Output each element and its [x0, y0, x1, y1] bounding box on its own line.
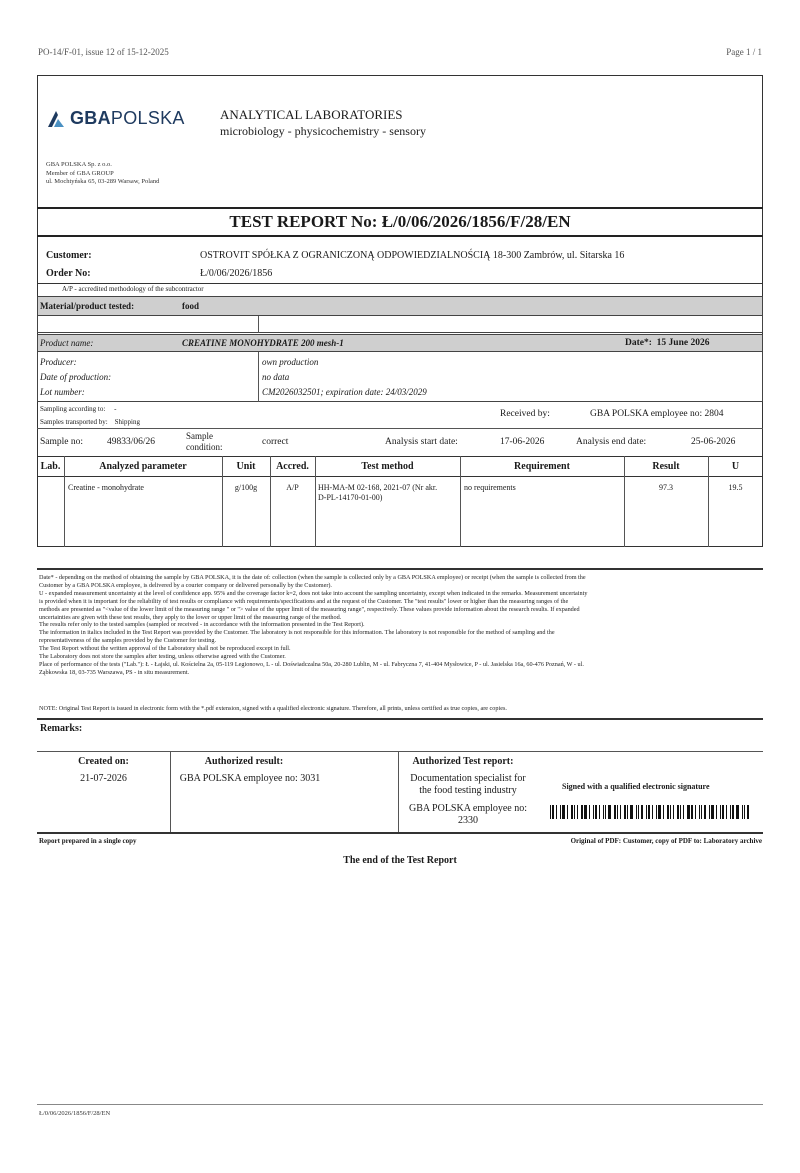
- barcode-bar: [673, 805, 674, 819]
- analysis-start-value: 17-06-2026: [500, 437, 545, 447]
- col-header-parameter: Analyzed parameter: [99, 461, 187, 472]
- single-copy-note: Report prepared in a single copy: [39, 837, 137, 845]
- divider: [258, 352, 259, 402]
- order-value: Ł/0/06/2026/1856: [200, 268, 273, 279]
- analysis-start-label: Analysis start date:: [385, 437, 458, 447]
- barcode-bar: [556, 805, 557, 819]
- divider: [37, 568, 763, 570]
- producer-value: own production: [262, 357, 319, 367]
- material-label: Material/product tested:: [40, 301, 135, 311]
- customer-value: OSTROVIT SPÓŁKA Z OGRANICZONĄ ODPOWIEDZIALNOŚCIĄ 18-300 Zambrów, ul. Sitarska 16: [200, 250, 625, 261]
- col-header-accred: Accred.: [276, 461, 309, 472]
- authorized-report-employee: GBA POLSKA employee no: 2330: [408, 803, 528, 826]
- barcode-bar: [552, 805, 554, 819]
- barcode-bar: [695, 805, 696, 819]
- report-title: TEST REPORT No: Ł/0/06/2026/1856/F/28/EN: [37, 207, 763, 237]
- product-label: Product name:: [40, 338, 94, 348]
- barcode-bar: [732, 805, 734, 819]
- footer-report-code: Ł/0/06/2026/1856/F/28/EN: [39, 1110, 111, 1117]
- lot-label: Lot number:: [40, 387, 85, 397]
- cell-parameter: Creatine - monohydrate: [68, 483, 144, 492]
- barcode-bar: [571, 805, 573, 819]
- signed-text: Signed with a qualified electronic signature: [562, 782, 710, 791]
- order-label: Order No:: [46, 268, 91, 279]
- barcode-bar: [614, 805, 616, 819]
- barcode-bar: [567, 805, 568, 819]
- barcode-bar: [701, 805, 702, 819]
- authorized-report-role: Documentation specialist for the food testing industry: [410, 773, 526, 796]
- barcode-bar: [581, 805, 583, 819]
- material-value: food: [182, 301, 200, 311]
- barcode-bar: [589, 805, 590, 819]
- barcode-bar: [730, 805, 731, 819]
- barcode-bar: [736, 805, 739, 819]
- analysis-end-label: Analysis end date:: [576, 437, 647, 447]
- barcode-bar: [648, 805, 650, 819]
- barcode-bar: [599, 805, 600, 819]
- customer-label: Customer:: [46, 250, 92, 261]
- barcode-bar: [627, 805, 628, 819]
- barcode-bar: [646, 805, 647, 819]
- col-header-u: U: [731, 461, 740, 472]
- notes-block: Date* - depending on the method of obtaining the sample by GBA POLSKA, it is the date of: collection (when the sample is collected only by a GBA POLSKA employee) or receipt (when the sample is collected from the Customer by a GBA POLSKA employee, is delivered by a courier company or delivered personally by the Customer). U - expanded measurement uncertainty at the level of confidence app. 95% and the coverage factor k=2, does not take into account the sampling uncertainty, except when indicated in the remarks. Measurement uncertainty is provided when it is important for the reliability of test results or compliance with requirements/specifications and at the request of the Customer. The "test results" lower or higher than the measuring ranges of the methods are presented as "<value of the lower limit of the measuring range " or "> value of the upper limit of the measuring range", respectively. These values provide information about the research results. If expanded uncertainties are given with these test results, they apply to the lower or upper limit of the measuring range of the method. The results refer only to the tested samples (sampled or received - in accordance with the information presented in the Test Report). The information in italics included in the Test Report was provided by the Customer. The laboratory is not responsible for this information. The laboratory is not responsible for the method of sampling and the representativeness of the samples provided by the Customer for testing. The Test Report without the written approval of the Laboratory shall not be reproduced except in full. The Laboratory does not store the samples after testing, unless otherwise agreed with the Customer. Place of performance of the tests ("Lab."): Ł - Łajski, ul. Kościelna 2a, 05-119 Legionowo, L - ul. Doświadczalna 50a, 20-280 Lublin, M - ul. Fabryczna 7, 41-404 Mysłowice, P - ul. Jasielska 16a, 60-476 Poznań, W - ul. Ząbkowska 18, 03-735 Warszawa, PS - in situ measurement.: [39, 574, 588, 676]
- barcode-bar: [744, 805, 745, 819]
- sample-no-label: Sample no:: [40, 437, 84, 447]
- barcode-bar: [658, 805, 661, 819]
- barcode-bar: [691, 805, 693, 819]
- barcode-bar: [574, 805, 575, 819]
- barcode-bar: [667, 805, 669, 819]
- lot-value: CM2026032501; expiration date: 24/03/2029: [262, 387, 427, 397]
- received-value: GBA POLSKA employee no: 2804: [590, 409, 724, 419]
- barcode-bar: [709, 805, 710, 819]
- received-label: Received by:: [500, 409, 550, 419]
- blank-row: [37, 316, 763, 333]
- barcode-bar: [620, 805, 621, 819]
- sample-condition-value: correct: [262, 437, 289, 447]
- barcode-bar: [595, 805, 597, 819]
- created-on-value: 21-07-2026: [80, 773, 127, 784]
- product-value: CREATINE MONOHYDRATE 200 mesh-1: [182, 338, 344, 348]
- barcode-bar: [630, 805, 633, 819]
- barcode-bar: [742, 805, 743, 819]
- barcode-bar: [720, 805, 721, 819]
- barcode-bar: [704, 805, 706, 819]
- transport-label: Samples transported by: Shipping: [40, 418, 140, 426]
- col-header-result: Result: [652, 461, 680, 472]
- authorized-result-label: Authorized result:: [204, 756, 284, 767]
- barcode-bar: [687, 805, 690, 819]
- barcode-bar: [656, 805, 657, 819]
- divider: [37, 1104, 763, 1105]
- divider: [37, 283, 763, 284]
- barcode-bar: [641, 805, 643, 819]
- company-address: GBA POLSKA Sp. z o.o. Member of GBA GROUP ul. Mochtyńska 65, 03-289 Warsaw, Poland: [46, 161, 160, 185]
- barcode-bar: [560, 805, 561, 819]
- barcode-bar: [617, 805, 618, 819]
- col-header-requirement: Requirement: [514, 461, 570, 472]
- barcode-bar: [593, 805, 594, 819]
- barcode-bar: [584, 805, 587, 819]
- barcode-bar: [722, 805, 724, 819]
- col-header-method: Test method: [361, 461, 414, 472]
- cell-accred: A/P: [286, 483, 299, 492]
- remarks-label: Remarks:: [40, 723, 83, 734]
- col-header-lab: Lab.: [40, 461, 61, 472]
- barcode-bar: [577, 805, 578, 819]
- cell-requirement: no requirements: [464, 483, 516, 492]
- sample-no-value: 49833/06/26: [107, 437, 156, 447]
- barcode-bar: [680, 805, 681, 819]
- barcode-bar: [726, 805, 727, 819]
- authorized-result-value: GBA POLSKA employee no: 3031: [179, 773, 321, 784]
- divider: [37, 428, 763, 429]
- barcode-bar: [716, 805, 717, 819]
- divider: [37, 718, 763, 720]
- divider: [258, 316, 259, 333]
- analysis-end-value: 25-06-2026: [691, 437, 736, 447]
- cell-result: 97.3: [659, 483, 673, 492]
- logo-text: GBAPOLSKA: [70, 108, 185, 128]
- sample-condition-label: Sample condition:: [186, 431, 223, 452]
- material-row: [37, 296, 763, 316]
- barcode-bar: [603, 805, 604, 819]
- created-on-label: Created on:: [78, 756, 129, 767]
- barcode-bar: [652, 805, 653, 819]
- lab-title: ANALYTICAL LABORATORIES: [220, 107, 403, 122]
- divider: [37, 751, 763, 752]
- barcode-bar: [663, 805, 664, 819]
- end-of-report: The end of the Test Report: [343, 855, 457, 866]
- divider: [37, 476, 763, 477]
- production-date-label: Date of production:: [40, 372, 112, 382]
- gba-logo: [46, 108, 185, 129]
- original-note: NOTE: Original Test Report is issued in electronic form with the *.pdf extension, signed with a qualified electronic signature. Therefore, all prints, unless certified as true copies, are copies.: [39, 705, 507, 712]
- barcode-bar: [711, 805, 714, 819]
- barcode-bar: [747, 805, 749, 819]
- barcode-bar: [699, 805, 700, 819]
- document-code: PO-14/F-01, issue 12 of 15-12-2025: [38, 47, 169, 57]
- barcode-bar: [562, 805, 565, 819]
- barcode-bar: [670, 805, 671, 819]
- cell-unit: g/100g: [234, 483, 258, 492]
- barcode-bar: [605, 805, 606, 819]
- barcode-bar: [550, 805, 551, 819]
- barcode-bar: [638, 805, 639, 819]
- sampling-label: Sampling according to: -: [40, 405, 117, 413]
- cell-u: 19.5: [728, 483, 743, 492]
- col-header-unit: Unit: [236, 461, 256, 472]
- divider: [37, 832, 763, 834]
- cell-method: HH-MA-M 02-168, 2021-07 (Nr akr. D-PL-14170-01-00): [318, 483, 438, 502]
- original-pdf-note: Original of PDF: Customer, copy of PDF to: Laboratory archive: [570, 837, 762, 845]
- barcode-bar: [624, 805, 626, 819]
- lab-subtitle: microbiology - physicochemistry - sensory: [220, 124, 426, 138]
- page-number: Page 1 / 1: [726, 47, 762, 57]
- barcode-bar: [683, 805, 684, 819]
- ap-note: A/P - accredited methodology of the subcontractor: [62, 285, 204, 293]
- barcode-bar: [608, 805, 611, 819]
- gba-logo-icon: [46, 110, 66, 128]
- barcode-bar: [677, 805, 679, 819]
- authorized-report-label: Authorized Test report:: [412, 756, 514, 767]
- barcode: [550, 805, 755, 819]
- producer-label: Producer:: [40, 357, 77, 367]
- production-date-value: no data: [262, 372, 290, 382]
- product-date: Date*: 15 June 2026: [625, 338, 710, 348]
- barcode-bar: [636, 805, 637, 819]
